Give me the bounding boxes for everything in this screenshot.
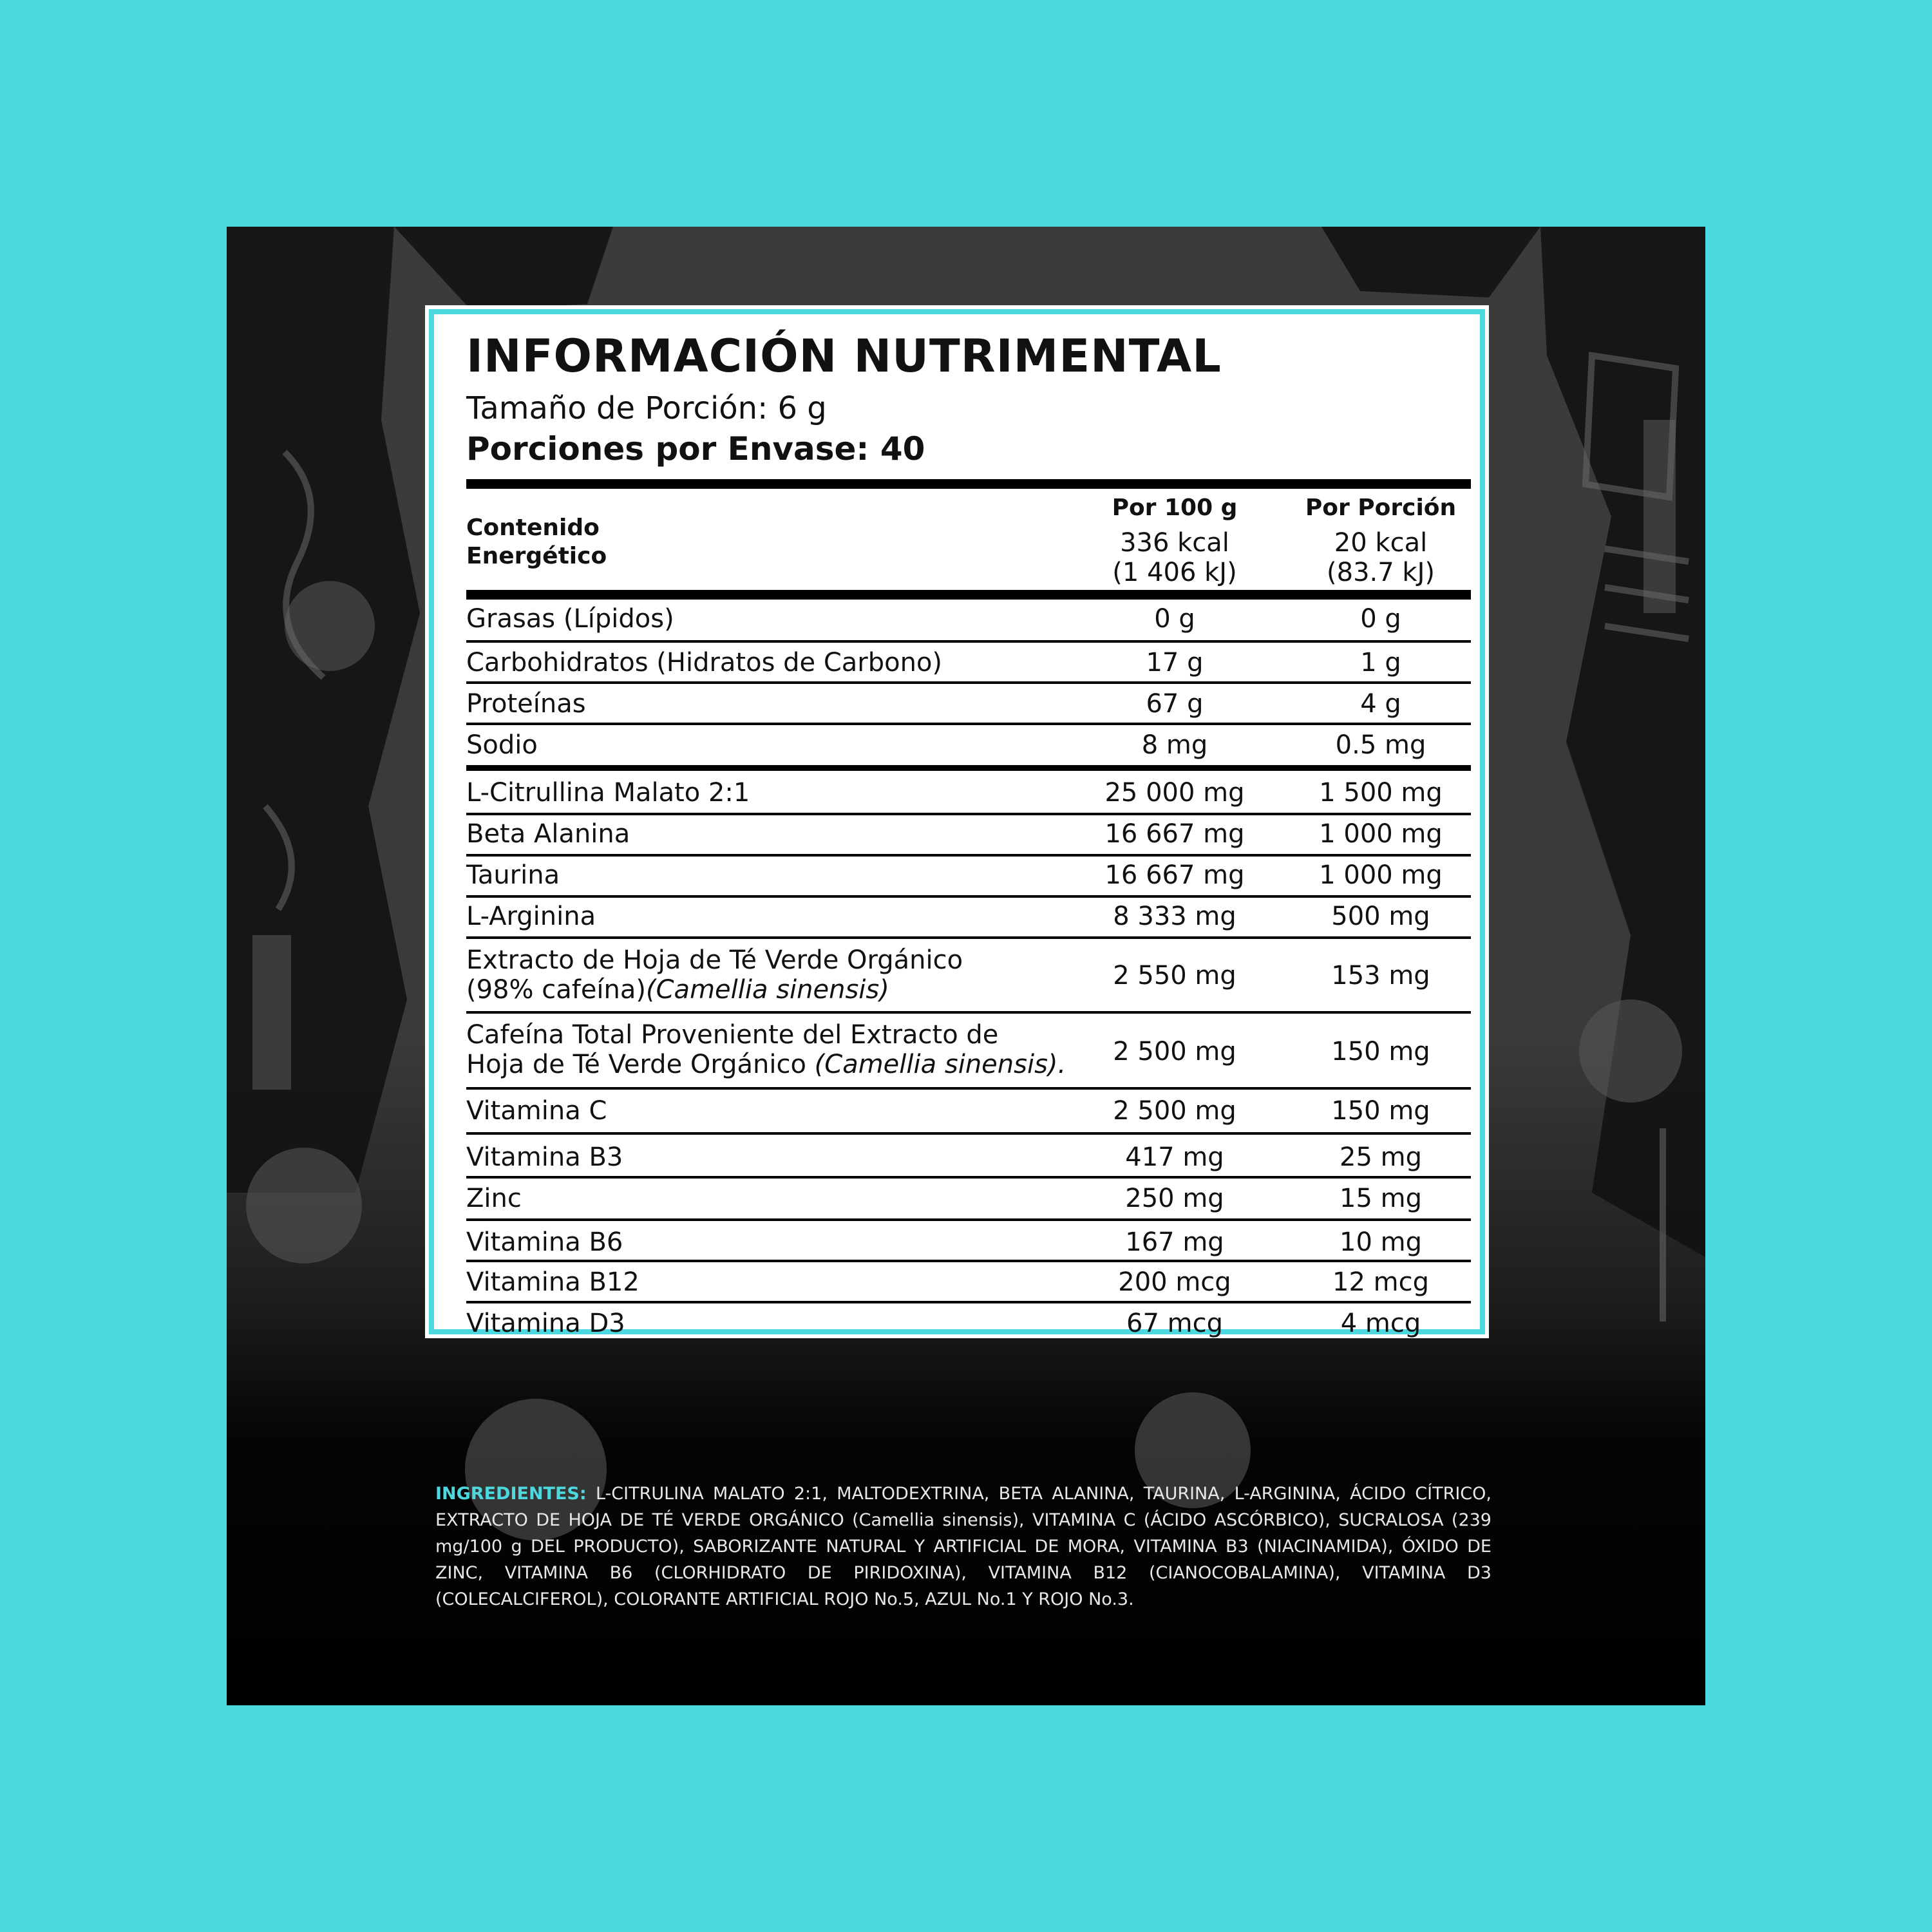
nutrient-per-serving: 4 g [1360,689,1401,719]
nutrient-per100: 2 500 mg [1113,1037,1236,1066]
row-divider [466,1132,1471,1135]
row-divider [466,813,1471,815]
nutrient-name: Vitamina B12 [466,1267,639,1297]
nutrient-per-serving: 15 mg [1340,1184,1422,1213]
row-divider [466,936,1471,939]
energy-per100 [1084,528,1265,587]
nutrient-name: Proteínas [466,689,586,719]
nutrient-per-serving: 10 mg [1340,1227,1422,1257]
energy-per-serving [1297,528,1464,587]
nutrient-per100: 0 g [1154,604,1195,634]
label-panel [227,227,1705,1705]
nutrient-per-serving: 1 000 mg [1319,819,1443,849]
row-divider [466,1301,1471,1303]
column-header-per-serving: Por Porción [1305,495,1457,521]
nutrient-per100: 8 333 mg [1113,902,1236,931]
nutrient-name-line1: Extracto de Hoja de Té Verde Orgánico [466,945,963,975]
nutrient-per-serving: 4 mcg [1340,1309,1421,1338]
nutrient-name-text: (98% cafeína) [466,975,647,1005]
nutrient-name: Zinc [466,1184,522,1213]
nutrient-per100: 17 g [1146,648,1204,677]
nutrient-per100: 417 mg [1125,1142,1224,1172]
nutrient-name: Taurina [466,860,560,890]
nutrient-name: L-Arginina [466,902,596,931]
nutrient-name: Carbohidratos (Hidratos de Carbono) [466,648,943,677]
nutrient-per100: 67 mcg [1126,1309,1223,1338]
energy-per100-kcal: 336 kcal [1120,528,1229,558]
nutrient-per-serving: 1 g [1360,648,1401,677]
servings-per-container: Porciones por Envase: 40 [466,430,925,468]
nutrient-per-serving: 25 mg [1340,1142,1422,1172]
row-divider [466,854,1471,857]
nutrient-name-line2 [466,975,963,1005]
divider-thick [466,590,1471,600]
nutrient-per-serving: 150 mg [1331,1096,1430,1126]
serving-size: Tamaño de Porción: 6 g [466,390,827,426]
nutrient-name-line1: Cafeína Total Proveniente del Extracto de [466,1020,999,1050]
scientific-name: (Camellia sinensis) [646,975,889,1005]
row-divider [466,723,1471,725]
energy-per-serving-kcal: 20 kcal [1334,528,1428,558]
row-divider [466,640,1471,643]
nutrient-per-serving: 0.5 mg [1335,730,1426,760]
row-divider [466,1176,1471,1179]
nutrient-per100: 25 000 mg [1104,778,1245,808]
nutrient-name [466,1020,1066,1079]
nutrient-per100: 2 550 mg [1113,961,1236,990]
nutrient-name: Grasas (Lípidos) [466,604,674,634]
scientific-name: (Camellia sinensis). [814,1050,1066,1079]
ingredients-label: INGREDIENTES: [435,1484,587,1504]
nutrient-name: Beta Alanina [466,819,630,849]
nutrient-name: L-Citrullina Malato 2:1 [466,778,750,808]
divider-thick [466,479,1471,489]
row-divider [466,1260,1471,1262]
nutrient-name-line2 [466,1050,1066,1079]
energy-label [466,514,607,571]
nutrient-per100: 8 mg [1141,730,1208,760]
nutrient-per100: 167 mg [1125,1227,1224,1257]
nutrition-facts-label [429,309,1485,1338]
nutrient-per100: 16 667 mg [1104,860,1245,890]
energy-per100-kj: (1 406 kJ) [1112,558,1237,587]
nutrient-per-serving: 0 g [1360,604,1401,634]
nutrient-name-text: Hoja de Té Verde Orgánico [466,1050,815,1079]
row-divider [466,1011,1471,1014]
label-title: INFORMACIÓN NUTRIMENTAL [466,330,1222,383]
nutrient-per100: 2 500 mg [1113,1096,1236,1126]
nutrient-name: Sodio [466,730,538,760]
nutrient-per-serving: 150 mg [1331,1037,1430,1066]
row-divider [466,681,1471,684]
nutrient-name: Vitamina B6 [466,1227,623,1257]
nutrient-per-serving: 500 mg [1331,902,1430,931]
row-divider [466,1218,1471,1221]
energy-label-line1: Contenido [466,515,600,541]
nutrient-per100: 250 mg [1125,1184,1224,1213]
nutrient-per-serving: 1 500 mg [1319,778,1443,808]
divider-thick [466,765,1471,771]
nutrient-name [466,945,963,1005]
energy-label-line2: Energético [466,543,607,569]
ingredients-text: L-CITRULINA MALATO 2:1, MALTODEXTRINA, BETA ALANINA, TAURINA, L-ARGININA, ÁCIDO CÍTRICO, EXTRACTO DE HOJA DE TÉ VERDE ORGÁNICO (Camellia sinensis), VITAMINA C (ÁCIDO ASCÓRBICO), SUCRALOSA (239 mg/100 g DEL PRODUCTO), SABORIZANTE NATURAL Y ARTIFICIAL DE MORA, VITAMINA B3 (NIACINAMIDA), ÓXIDO DE ZINC, VITAMINA B6 (CLORHIDRATO DE PIRIDOXINA), VITAMINA B12 (CIANOCOBALAMINA), VITAMINA D3 (COLECALCIFEROL), COLORANTE ARTIFICIAL ROJO No.5, AZUL No.1 Y ROJO No.3. [435,1484,1492,1609]
nutrient-per-serving: 1 000 mg [1319,860,1443,890]
nutrient-name: Vitamina B3 [466,1142,623,1172]
nutrient-name: Vitamina D3 [466,1309,625,1338]
column-header-per100: Por 100 g [1112,495,1238,521]
energy-per-serving-kj: (83.7 kJ) [1327,558,1435,587]
row-divider [466,895,1471,898]
ingredients-list [435,1481,1492,1613]
nutrient-per100: 67 g [1146,689,1204,719]
nutrient-per-serving: 12 mcg [1332,1267,1429,1297]
nutrient-per-serving: 153 mg [1331,961,1430,990]
nutrient-name: Vitamina C [466,1096,607,1126]
nutrient-per100: 200 mcg [1118,1267,1231,1297]
row-divider [466,1087,1471,1090]
nutrient-per100: 16 667 mg [1104,819,1245,849]
